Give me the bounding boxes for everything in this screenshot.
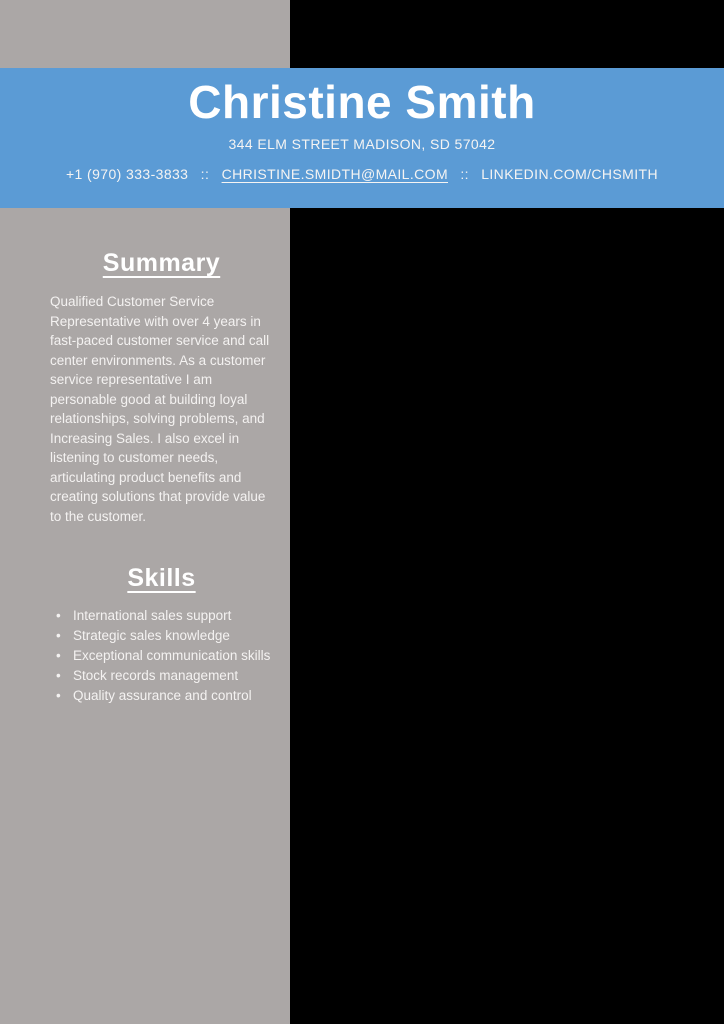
list-item: • Strategic sales knowledge	[50, 626, 273, 646]
header-banner	[0, 68, 724, 208]
summary-section	[50, 248, 273, 526]
page-title: Christine Smith	[188, 76, 536, 128]
list-item: • Exceptional communication skills	[50, 646, 273, 666]
summary-text: Qualified Customer Service Representative with over 4 years in fast-paced customer service and call center environments. As a customer service representative I am personable good at building loyal relationships, solving problems, and Increasing Sales. I also excel in listening to customer needs, articulating product benefits and creating solutions that provide value to the customer.	[50, 294, 270, 524]
summary-heading: Summary	[102, 249, 221, 277]
contact-line	[0, 164, 724, 184]
separator: ::	[200, 166, 210, 182]
separator: ::	[460, 166, 469, 182]
list-item: • Stock records management	[50, 666, 273, 686]
skills-list	[50, 606, 273, 706]
skills-heading: Skills	[127, 564, 196, 592]
sidebar-content	[0, 208, 290, 706]
list-item: • International sales support	[50, 606, 273, 626]
skills-section	[50, 563, 273, 706]
address-line: 344 ELM STREET MADISON, SD 57042	[228, 136, 496, 152]
list-item: • Quality assurance and control	[50, 686, 273, 706]
linkedin-url: LINKEDIN.COM/CHSMITH	[481, 166, 658, 182]
email-link[interactable]: CHRISTINE.SMIDTH@MAIL.COM	[221, 166, 449, 182]
top-left-gray-panel	[0, 0, 290, 68]
left-sidebar-panel	[0, 208, 290, 1024]
phone-number: +1 (970) 333-3833	[65, 166, 189, 182]
